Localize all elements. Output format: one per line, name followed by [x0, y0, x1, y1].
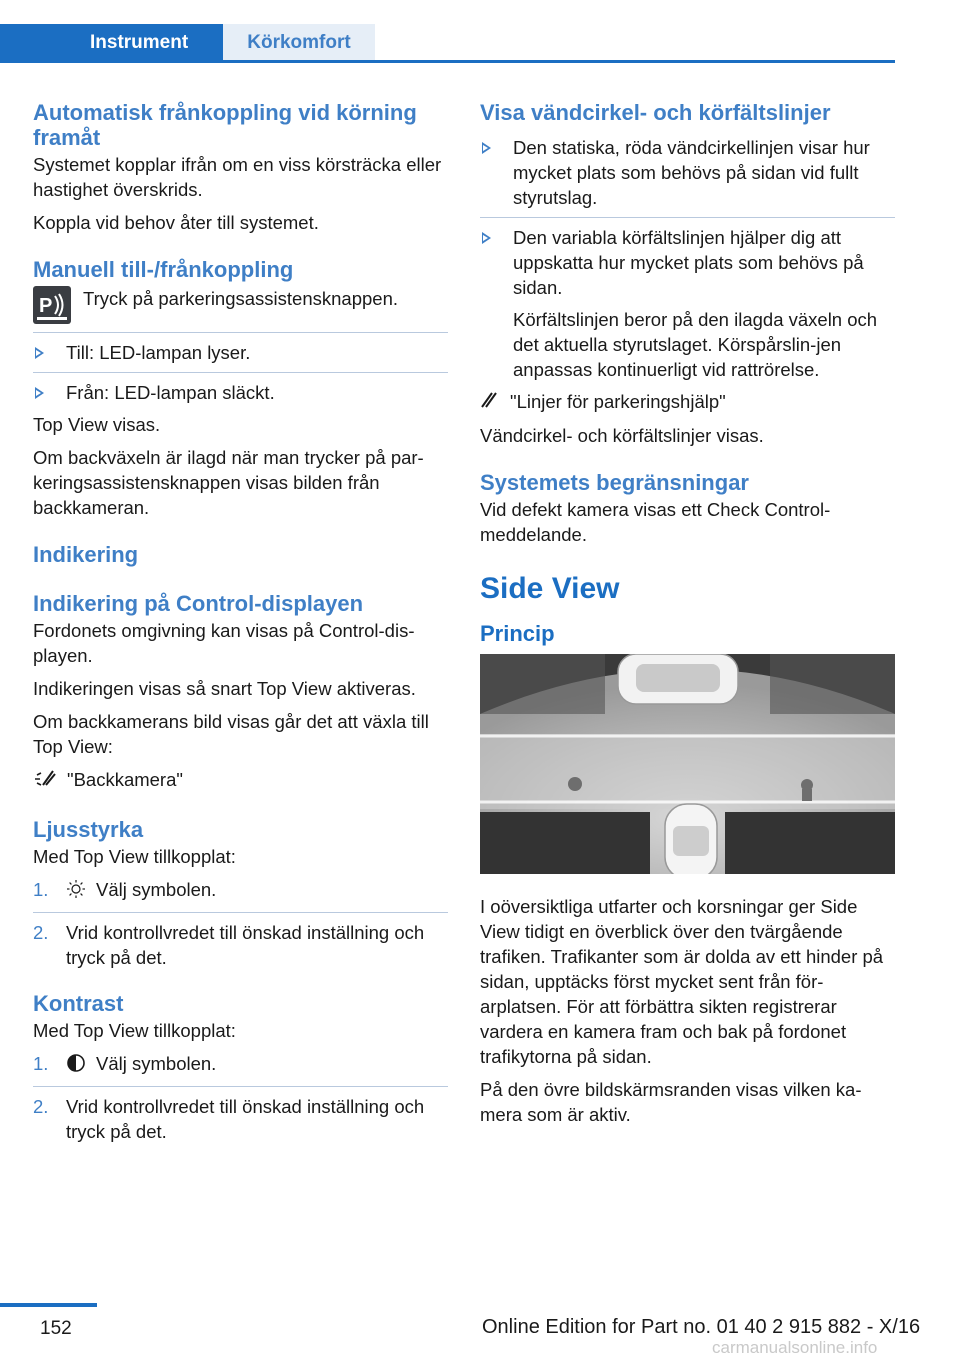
list-item: Från: LED-lampan släckt.	[33, 380, 448, 405]
heading-manual-toggle: Manuell till-/frånkoppling	[33, 257, 294, 282]
list-item: 1. Välj symbolen.	[33, 1051, 448, 1079]
list-item-continuation: Körfältslinjen beror på den ilagda växeln och det aktuella styrutslaget. Körspårslin-jen anpassas kontinuerligt vid rattrörelse.	[513, 309, 878, 380]
paragraph: Koppla vid behov åter till systemet.	[33, 212, 319, 233]
paragraph: Med Top View tillkopplat:	[33, 1020, 236, 1041]
list-item: 2. Vrid kontrollvredet till önskad inställning och tryck på det.	[33, 1096, 425, 1142]
list-item: 1. Välj symbolen.	[33, 877, 448, 905]
heading-indication: Indikering	[33, 542, 139, 567]
footer-rule	[0, 1303, 97, 1307]
paragraph: I oöversiktliga utfarter och korsningar ger Side View tidigt en överblick över den tvärgående trafiken. Trafikanter som är dolda av ett hinder på sidan, upptäcks först mycket sent från för-arplatsen. För att förbättra sikten registrerar vardera en kamera fram och bak på fordonet trafikytorna på sidan.	[480, 896, 884, 1067]
list-item: 2. Vrid kontrollvredet till önskad inställning och tryck på det.	[33, 922, 425, 968]
heading-control-display: Indikering på Control-displayen	[33, 591, 364, 616]
tab-instrument[interactable]: Instrument	[0, 24, 223, 62]
paragraph: Indikeringen visas så snart Top View aktiveras.	[33, 678, 416, 699]
paragraph: Tryck på parkeringsassistensknappen.	[83, 288, 398, 309]
left-column	[33, 100, 448, 1151]
heading-principle: Princip	[480, 621, 555, 646]
paragraph: Vid defekt kamera visas ett Check Control-meddelande.	[480, 499, 831, 545]
paragraph: Om backväxeln är ilagd när man trycker på par-keringsassistensknappen visas bilden från backkameran.	[33, 447, 424, 518]
heading-side-view: Side View	[480, 572, 620, 605]
tab-korkomfort[interactable]: Körkomfort	[223, 24, 375, 62]
right-column	[480, 100, 895, 1135]
paragraph: Vändcirkel- och körfältslinjer visas.	[480, 425, 764, 446]
heading-turning-circle: Visa vändcirkel- och körfältslinjer	[480, 100, 831, 125]
side-view-illustration	[480, 654, 895, 874]
watermark: carmanualsonline.info	[712, 1338, 878, 1357]
paragraph: På den övre bildskärmsranden visas vilken ka-mera som är aktiv.	[480, 1079, 862, 1125]
heading-contrast: Kontrast	[33, 991, 124, 1016]
heading-automatic-disconnect: Automatisk frånkoppling vid körning framåt	[33, 100, 417, 150]
header-tabs	[0, 24, 895, 62]
list-item: Den variabla körfältslinjen hjälper dig att uppskatta hur mycket plats som behövs på sidan.	[480, 225, 895, 300]
parking-assist-button-icon	[33, 286, 71, 324]
backup-camera-icon	[33, 767, 57, 795]
menu-entry-backkamera: "Backkamera"	[33, 767, 448, 795]
list-item: Till: LED-lampan lyser.	[33, 340, 448, 365]
paragraph: Top View visas.	[33, 414, 161, 435]
brightness-icon	[66, 879, 86, 905]
contrast-icon	[66, 1053, 86, 1079]
edition-line: Online Edition for Part no. 01 40 2 915 882 - X/16	[482, 1316, 921, 1338]
list-item: Den statiska, röda vändcirkellinjen visar hur mycket plats som behövs på sidan vid fullt styrutslag.	[480, 135, 895, 210]
menu-entry-parking-lines: "Linjer för parkeringshjälp"	[480, 389, 895, 415]
header-rule	[0, 60, 895, 63]
paragraph: Systemet kopplar ifrån om en viss körsträcka eller hastighet överskrids.	[33, 154, 442, 200]
heading-brightness: Ljusstyrka	[33, 817, 144, 842]
svg-text:P: P	[39, 295, 53, 317]
paragraph: Fordonets omgivning kan visas på Control-dis-playen.	[33, 620, 415, 666]
page-number: 152	[40, 1318, 72, 1339]
heading-system-limits: Systemets begränsningar	[480, 470, 749, 495]
parking-lines-icon	[480, 389, 500, 415]
paragraph: Om backkamerans bild visas går det att växla till Top View:	[33, 711, 429, 757]
paragraph: Med Top View tillkopplat:	[33, 846, 236, 867]
